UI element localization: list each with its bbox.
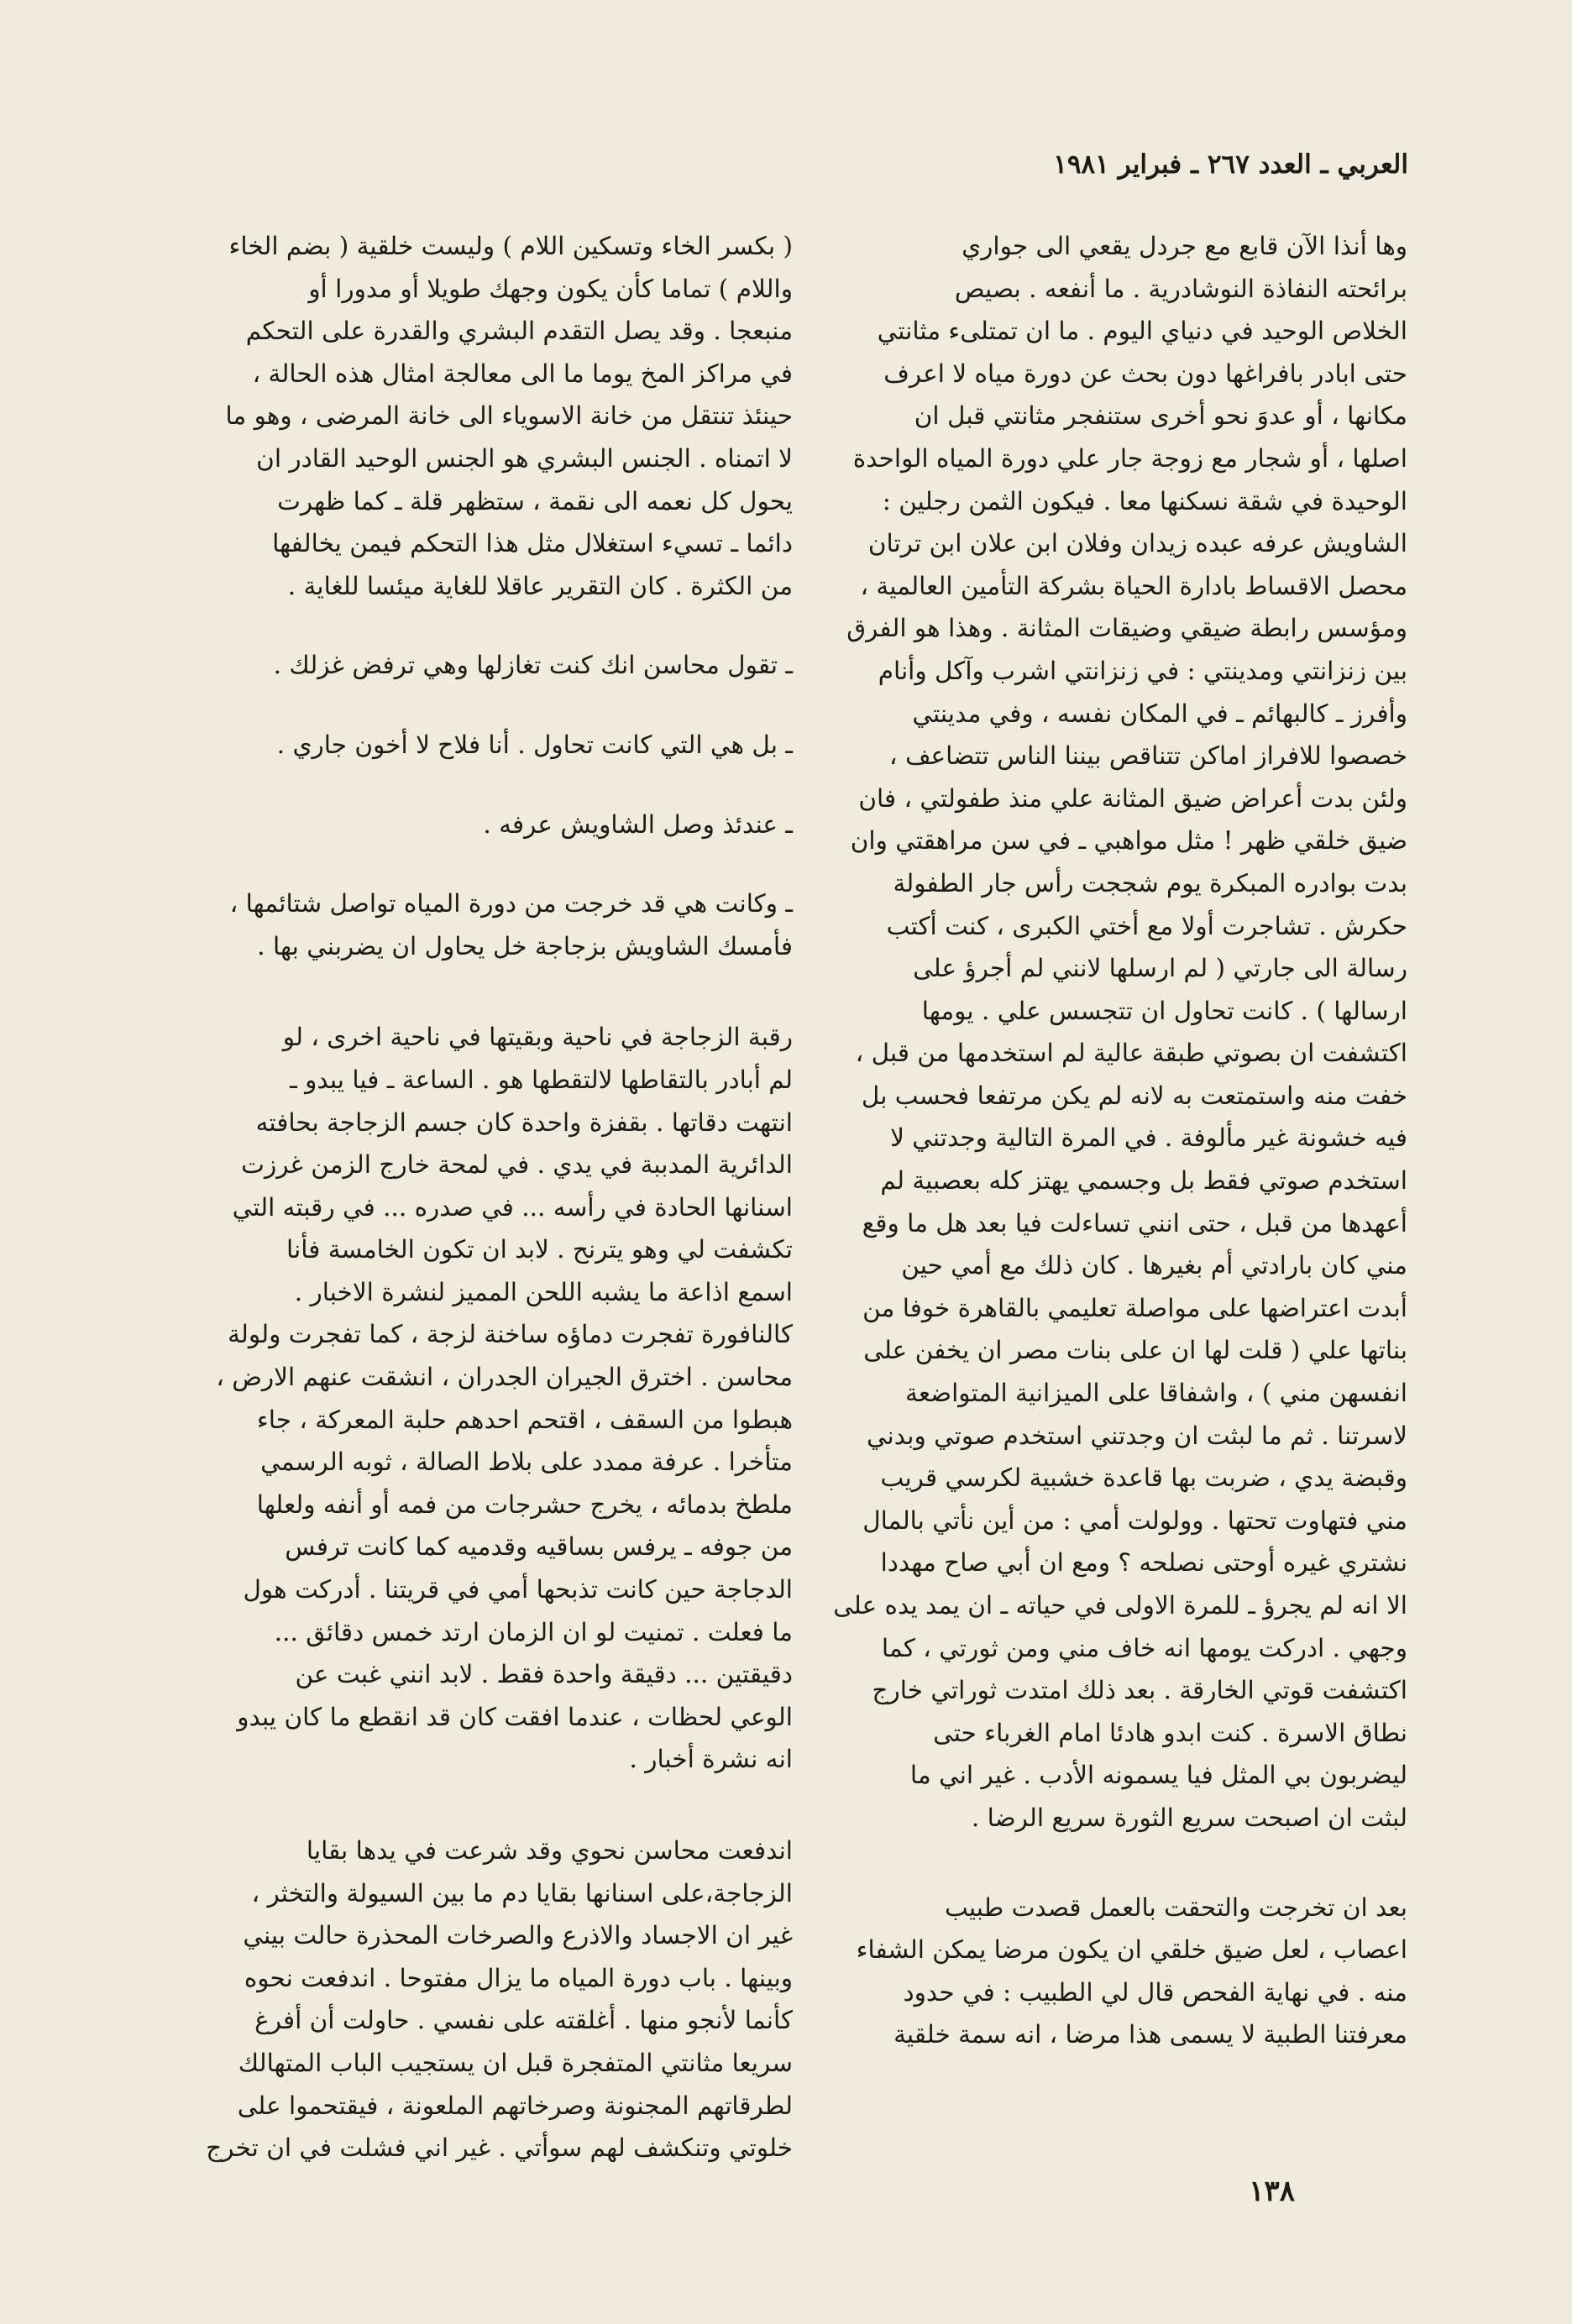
dialogue-line: ـ وكانت هي قد خرجت من دورة المياه تواصل شتائمها ، فأمسك الشاويش بزجاجة خل يحاول ان يضربني بها . — [229, 889, 793, 960]
body-paragraph: ( بكسر الخاء وتسكين اللام ) وليست خلقية ( بضم الخاء واللام ) تماما كأن يكون وجهك طويلا أو مدورا أو منبعجا . وقد يصل التقدم البشري والقدرة على التحكم في مراكز المخ يوما ما الى معالجة امثال هذه الحالة ، حينئذ تنتقل من خانة الاسوياء الى خانة المرضى ، وهو ما لا اتمناه . الجنس البشري هو الجنس الوحيد القادر ان يحول كل نعمه الى نقمة ، ستظهر قلة ـ كما ظهرت دائما ـ تسيء استغلال مثل هذا التحكم فيمن يخالفها من الكثرة . كان التقرير عاقلا للغاية ميئسا للغاية . — [225, 232, 793, 600]
article-column-left — [138, 225, 793, 2170]
dialogue-line: ـ عندئذ وصل الشاويش عرفه . — [483, 809, 793, 839]
body-paragraph: اندفعت محاسن نحوي وقد شرعت في يدها بقايا الزجاجة،على اسنانها بقايا دم ما بين السيولة والتخثر ، غير ان الاجساد والاذرع والصرخات المحذرة حالت بيني وبينها . باب دورة المياه ما يزال مفتوحا . اندفعت نحوه كأنما لأنجو منها . أغلقته على نفسي . حاولت أن أفرغ سريعا مثانتي المتفجرة قبل ان يستجيب الباب المتهالك لطرقاتهم المجنونة وصرخاتهم الملعونة ، فيقتحموا على خلوتي وتنكشف لهم سوأتي . غير اني فشلت في ان تخرج — [206, 1836, 793, 2163]
page-number: ١٣٨ — [1249, 2175, 1295, 2208]
body-paragraph: رقبة الزجاجة في ناحية وبقيتها في ناحية اخرى ، لو لم أبادر بالتقاطها لالتقطها هو . الساعة ـ فيا يبدو ـ انتهت دقاتها . بقفزة واحدة كان جسم الزجاجة بحافته الدائرية المدببة في يدي . في لمحة خارج الزمن غرزت اسنانها الحادة في رأسه ... في صدره ... في رقبته التي تكشفت لي وهو يترنح . لابد ان تكون الخامسة فأنا اسمع اذاعة ما يشبه اللحن المميز لنشرة الاخبار . كالنافورة تفجرت دماؤه ساخنة لزجة ، كما تفجرت ولولة محاسن . اخترق الجيران الجدران ، انشقت عنهم الارض ، هبطوا من السقف ، اقتحم احدهم حلبة المعركة ، جاء متأخرا . عرفة ممدد على بلاط الصالة ، ثوبه الرسمي ملطخ بدمائه ، يخرج حشرجات من فمه أو أنفه ولعلها من جوفه ـ يرفس بساقيه وقدميه كما كانت ترفس الدجاجة حين كانت تذبحها أمي في قريتنا . أدركت هول ما فعلت . تمنيت لو ان الزمان ارتد خمس دقائق ... دقيقتين ... دقيقة واحدة فقط . لابد انني غبت عن الوعي لحظات ، عندما افقت كان قد انقطع ما كان يبدو انه نشرة أخبار . — [216, 1023, 793, 1774]
body-paragraph: وها أنذا الآن قابع مع جردل يقعي الى جواري برائحته النفاذة النوشادرية . ما أنفعه . بصيص الخلاص الوحيد في دنياي اليوم . ما ان تمتلىء مثانتي حتى ابادر بافراغها دون بحث عن دورة مياه لا اعرف مكانها ، أو عدوَ نحو أخرى ستنفجر مثانتي قبل ان اصلها ، أو شجار مع زوجة جار علي دورة المياه الواحدة الوحيدة في شقة نسكنها معا . فيكون الثمن رجلين : الشاويش عرفه عبده زيدان وفلان ابن علان ابن ترتان محصل الاقساط بادارة الحياة بشركة التأمين العالمية ، ومؤسس رابطة ضيقي وضيقات المثانة . وهذا هو الفرق بين زنزانتي ومدينتي : في زنزانتي اشرب وآكل وأنام وأفرز ـ كالبهائم ـ في المكان نفسه ، وفي مدينتي خصصوا للافراز اماكن تتناقص بيننا الناس تتضاعف ، ولئن بدت أعراض ضيق المثانة علي منذ طفولتي ، فان ضيق خلقي ظهر ! مثل مواهبي ـ في سن مراهقتي وان بدت بوادره المبكرة يوم شججت رأس جار الطفولة حكرش . تشاجرت أولا مع أختي الكبرى ، كنت أكتب رسالة الى جارتي ( لم ارسلها لانني لم أجرؤ على ارسالها ) . كانت تحاول ان تتجسس علي . يومها اكتشفت ان بصوتي طبقة عالية لم استخدمها من قبل ، خفت منه واستمتعت به لانه لم يكن مرتفعا فحسب بل فيه خشونة غير مألوفة . في المرة التالية وجدتني لا استخدم صوتي فقط بل وجسمي يهتز كله بعصبية لم أعهدها من قبل ، حتى انني تساءلت فيا بعد هل ما وقع مني كان بارادتي أم بغيرها . كان ذلك مع أمي حين أبدت اعتراضها على مواصلة تعليمي بالقاهرة خوفا من بناتها علي ( قلت لها ان على بنات مصر ان يخفن على انفسهن مني ) ، واشفاقا على الميزانية المتواضعة لاسرتنا . ثم ما لبثت ان وجدتني استخدم صوتي وبدني وقبضة يدي ، ضربت بها قاعدة خشبية لكرسي قريب مني فتهاوت تحتها . وولولت أمي : من أين نأتي بالمال نشتري غيره أوحتى نصلحه ؟ ومع ان أبي صاح مهددا الا انه لم يجرؤ ـ للمرة الاولى في حياته ـ ان يمد يده على وجهي . ادركت يومها انه خاف مني ومن ثورتي ، كما اكتشفت قوتي الخارقة . بعد ذلك امتدت ثوراتي خارج نطاق الاسرة . كنت ابدو هادئا امام الغرباء حتى ليضربون بي المثل فيا يسمونه الأدب . غير اني ما لبثت ان اصبحت سريع الثورة سريع الرضا . — [833, 232, 1407, 1832]
dialogue-line: ـ تقول محاسن انك كنت تغازلها وهي ترفض غزلك . — [273, 651, 793, 680]
body-paragraph: بعد ان تخرجت والتحقت بالعمل قصدت طبيب اعصاب ، لعل ضيق خلقي ان يكون مرضا يمكن الشفاء منه . في نهاية الفحص قال لي الطبيب : في حدود معرفتنا الطبية لا يسمى هذا مرضا ، انه سمة خلقية — [856, 1892, 1407, 2049]
running-header: العربي ـ العدد ٢٦٧ ـ فبراير ١٩٨١ — [1053, 149, 1408, 180]
dialogue-line: ـ بل هي التي كانت تحاول . أنا فلاح لا أخون جاري . — [276, 730, 793, 759]
article-column-right — [752, 225, 1407, 2056]
